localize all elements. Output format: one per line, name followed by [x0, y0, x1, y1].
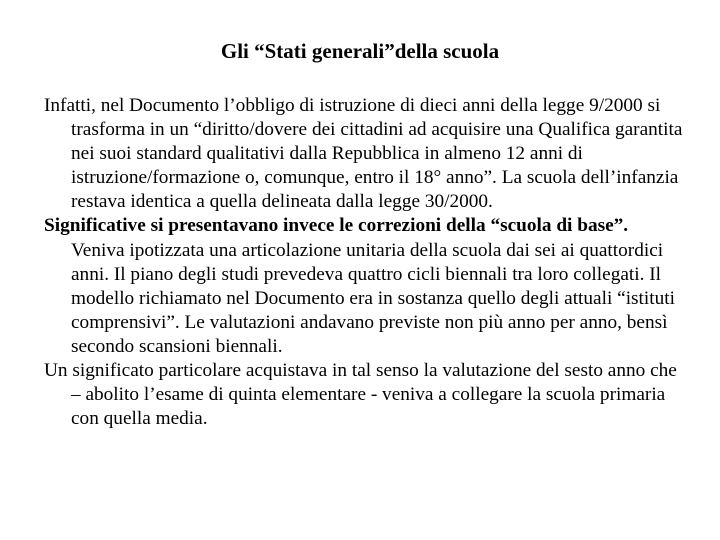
- paragraph-obbligo: [44, 94, 684, 214]
- paragraph-scuola-di-base: [44, 214, 684, 359]
- paragraph-text: Un significato particolare acquistava in tal senso la valutazione del sesto anno che – abolito l’esame di quinta elementare - veniva a collegare la scuola primaria con quella media.: [44, 360, 677, 430]
- paragraph-bold-lead: Significative si presentavano invece le correzioni della “scuola di base”.: [44, 215, 629, 237]
- paragraph-text: Infatti, nel Documento l’obbligo di istruzione di dieci anni della legge 9/2000 si trasforma in un “diritto/dovere dei cittadini ad acquisire una Qualifica garantita nei suoi standard qualitativi dalla Repubblica in almeno 12 anni di istruzione/formazione o, comunque, entro il 18° anno”. La scuola dell’infanzia restava identica a quella delineata dalla legge 30/2000.: [44, 95, 683, 213]
- slide-body: [44, 94, 684, 431]
- paragraph-text: Veniva ipotizzata una articolazione unitaria della scuola dai sei ai quattordici anni. Il piano degli studi prevedeva quattro cicli biennali tra loro collegati. Il modello richiamato nel Documento era in sostanza quello degli attuali “istituti comprensivi”. Le valutazioni andavano previste non più anno per anno, bensì secondo scansioni biennali.: [71, 239, 675, 357]
- slide-title: Gli “Stati generali”della scuola: [220, 39, 500, 63]
- paragraph-valutazione: [44, 359, 684, 431]
